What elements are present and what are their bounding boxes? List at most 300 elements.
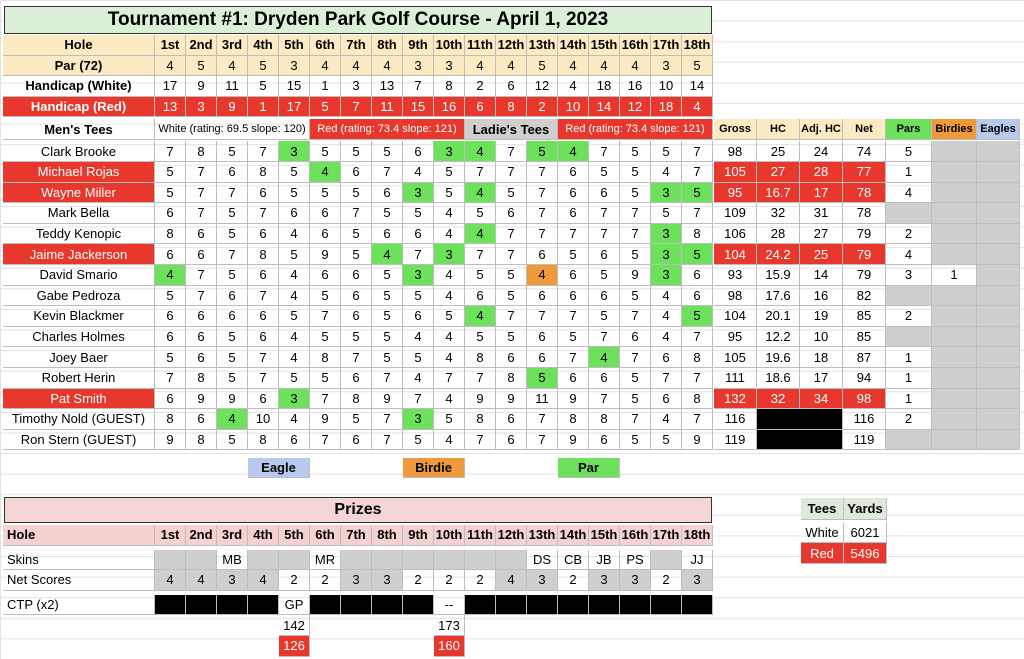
legend-par: Par bbox=[558, 458, 620, 478]
score-cell: 7 bbox=[403, 389, 434, 410]
par-cell: 4 bbox=[496, 56, 527, 77]
score-cell: 5 bbox=[403, 347, 434, 368]
player-name: Wayne Miller bbox=[3, 183, 155, 204]
score-cell: 5 bbox=[651, 203, 682, 224]
score-cell: 4 bbox=[527, 265, 558, 286]
ctp-hole-5: GP bbox=[279, 595, 310, 616]
score-cell: 6 bbox=[527, 347, 558, 368]
handicap: 18.6 bbox=[757, 368, 800, 389]
score-cell: 7 bbox=[310, 430, 341, 451]
gross-score: 119 bbox=[714, 430, 757, 451]
pars-count: 4 bbox=[886, 244, 932, 265]
score-cell: 7 bbox=[682, 141, 713, 162]
birdies-count bbox=[932, 162, 977, 183]
hole-header: 14th bbox=[558, 35, 589, 56]
score-cell: 5 bbox=[155, 162, 186, 183]
prize-hole-header: 15th bbox=[589, 525, 620, 546]
hole-header: 4th bbox=[248, 35, 279, 56]
handicap-white-cell: 11 bbox=[217, 76, 248, 97]
score-cell: 6 bbox=[248, 265, 279, 286]
net-prize-cell: 2 bbox=[403, 570, 434, 591]
score-cell: 5 bbox=[465, 203, 496, 224]
eagles-count bbox=[977, 244, 1020, 265]
score-cell: 9 bbox=[217, 389, 248, 410]
player-name: Joey Baer bbox=[3, 347, 155, 368]
score-cell: 5 bbox=[155, 347, 186, 368]
score-cell: 4 bbox=[589, 347, 620, 368]
score-cell: 6 bbox=[651, 347, 682, 368]
net-score: 79 bbox=[843, 224, 886, 245]
score-cell: 4 bbox=[403, 368, 434, 389]
score-cell: 7 bbox=[496, 162, 527, 183]
handicap-red-cell: 15 bbox=[403, 97, 434, 118]
net-score: 79 bbox=[843, 244, 886, 265]
net-score: 94 bbox=[843, 368, 886, 389]
gross-score: 93 bbox=[714, 265, 757, 286]
player-name: Teddy Kenopic bbox=[3, 224, 155, 245]
score-cell: 8 bbox=[682, 389, 713, 410]
score-cell: 5 bbox=[310, 286, 341, 307]
handicap-red-cell: 14 bbox=[589, 97, 620, 118]
gross-score: 109 bbox=[714, 203, 757, 224]
ctp-yards-white-5: 142 bbox=[279, 615, 310, 636]
adjusted-handicap: 31 bbox=[800, 203, 843, 224]
hole-header: 6th bbox=[310, 35, 341, 56]
ctp-blocked bbox=[155, 595, 186, 616]
gross-score: 95 bbox=[714, 183, 757, 204]
score-cell: 5 bbox=[155, 183, 186, 204]
pars-count bbox=[886, 286, 932, 307]
par-cell: 3 bbox=[434, 56, 465, 77]
skin-cell: JB bbox=[589, 550, 620, 571]
handicap-red-cell: 6 bbox=[465, 97, 496, 118]
skin-cell bbox=[434, 550, 465, 571]
score-cell: 3 bbox=[403, 183, 434, 204]
score-cell: 4 bbox=[434, 389, 465, 410]
score-cell: 7 bbox=[527, 224, 558, 245]
score-cell: 5 bbox=[589, 306, 620, 327]
score-cell: 5 bbox=[279, 162, 310, 183]
score-cell: 6 bbox=[186, 244, 217, 265]
score-cell: 7 bbox=[465, 368, 496, 389]
score-cell: 5 bbox=[651, 430, 682, 451]
score-cell: 5 bbox=[465, 265, 496, 286]
stat-header: Birdies bbox=[932, 119, 977, 140]
gross-score: 95 bbox=[714, 327, 757, 348]
handicap-red-cell: 13 bbox=[155, 97, 186, 118]
net-score: 78 bbox=[843, 203, 886, 224]
par-cell: 4 bbox=[341, 56, 372, 77]
score-cell: 9 bbox=[186, 389, 217, 410]
pars-count: 4 bbox=[886, 183, 932, 204]
net-prize-cell: 3 bbox=[620, 570, 651, 591]
net-score: 78 bbox=[843, 183, 886, 204]
score-cell: 5 bbox=[589, 162, 620, 183]
score-cell: 6 bbox=[186, 347, 217, 368]
par-cell: 5 bbox=[527, 56, 558, 77]
handicap-red-cell: 3 bbox=[186, 97, 217, 118]
score-cell: 6 bbox=[155, 203, 186, 224]
eagles-count bbox=[977, 368, 1020, 389]
gross-score: 116 bbox=[714, 409, 757, 430]
ctp-blocked bbox=[372, 595, 403, 616]
birdies-count: 1 bbox=[932, 265, 977, 286]
score-cell: 7 bbox=[527, 306, 558, 327]
birdies-count bbox=[932, 327, 977, 348]
score-cell: 5 bbox=[279, 306, 310, 327]
player-name: Ron Stern (GUEST) bbox=[3, 430, 155, 451]
score-cell: 6 bbox=[372, 183, 403, 204]
score-cell: 4 bbox=[434, 347, 465, 368]
score-cell: 8 bbox=[155, 224, 186, 245]
hole-header: 1st bbox=[155, 35, 186, 56]
score-cell: 7 bbox=[589, 203, 620, 224]
score-cell: 6 bbox=[186, 306, 217, 327]
net-prize-cell: 2 bbox=[465, 570, 496, 591]
birdies-count bbox=[932, 183, 977, 204]
score-cell: 6 bbox=[496, 347, 527, 368]
score-cell: 7 bbox=[527, 409, 558, 430]
skin-cell: JJ bbox=[682, 550, 713, 571]
player-name: Kevin Blackmer bbox=[3, 306, 155, 327]
ctp-blocked bbox=[682, 595, 713, 616]
handicap-white-cell: 16 bbox=[620, 76, 651, 97]
score-cell: 7 bbox=[341, 347, 372, 368]
score-cell: 6 bbox=[248, 183, 279, 204]
birdies-count bbox=[932, 141, 977, 162]
stat-header: Adj. HC bbox=[800, 119, 843, 140]
birdies-count bbox=[932, 430, 977, 451]
row-label-handicap-red: Handicap (Red) bbox=[3, 97, 155, 118]
net-prize-cell: 3 bbox=[589, 570, 620, 591]
score-cell: 7 bbox=[527, 183, 558, 204]
score-cell: 5 bbox=[434, 162, 465, 183]
score-cell: 6 bbox=[651, 389, 682, 410]
par-cell: 3 bbox=[651, 56, 682, 77]
skin-cell: CB bbox=[558, 550, 589, 571]
tee-red-yards: 5496 bbox=[844, 543, 887, 564]
score-cell: 5 bbox=[682, 306, 713, 327]
prize-hole-header: 6th bbox=[310, 525, 341, 546]
score-cell: 7 bbox=[372, 409, 403, 430]
ctp-blocked bbox=[341, 595, 372, 616]
skin-cell bbox=[465, 550, 496, 571]
score-cell: 6 bbox=[341, 265, 372, 286]
net-score: 74 bbox=[843, 141, 886, 162]
score-cell: 4 bbox=[434, 430, 465, 451]
score-cell: 4 bbox=[217, 409, 248, 430]
score-cell: 3 bbox=[403, 409, 434, 430]
score-cell: 9 bbox=[310, 409, 341, 430]
net-prize-cell: 2 bbox=[651, 570, 682, 591]
ctp-blocked bbox=[465, 595, 496, 616]
score-cell: 3 bbox=[651, 244, 682, 265]
score-cell: 4 bbox=[279, 286, 310, 307]
stat-header: HC bbox=[757, 119, 800, 140]
birdies-count bbox=[932, 389, 977, 410]
handicap-white-cell: 1 bbox=[310, 76, 341, 97]
handicap-white-cell: 5 bbox=[248, 76, 279, 97]
score-cell: 5 bbox=[403, 430, 434, 451]
pars-count: 1 bbox=[886, 347, 932, 368]
adjusted-handicap: 25 bbox=[800, 244, 843, 265]
yards-header: Yards bbox=[844, 498, 887, 520]
score-cell: 8 bbox=[589, 409, 620, 430]
score-cell: 6 bbox=[558, 265, 589, 286]
par-cell: 4 bbox=[217, 56, 248, 77]
pars-count bbox=[886, 327, 932, 348]
ctp-blocked bbox=[527, 595, 558, 616]
player-name: Clark Brooke bbox=[3, 141, 155, 162]
par-cell: 4 bbox=[558, 56, 589, 77]
hole-header: 9th bbox=[403, 35, 434, 56]
score-cell: 7 bbox=[496, 244, 527, 265]
par-cell: 4 bbox=[155, 56, 186, 77]
score-cell: 5 bbox=[465, 327, 496, 348]
score-cell: 6 bbox=[589, 368, 620, 389]
score-cell: 4 bbox=[651, 327, 682, 348]
net-prize-cell: 4 bbox=[248, 570, 279, 591]
score-cell: 6 bbox=[248, 389, 279, 410]
ctp-hole-10: -- bbox=[434, 595, 465, 616]
score-cell: 4 bbox=[279, 347, 310, 368]
adjusted-handicap: 10 bbox=[800, 327, 843, 348]
score-cell: 4 bbox=[651, 286, 682, 307]
handicap-blocked bbox=[757, 430, 843, 451]
par-cell: 5 bbox=[248, 56, 279, 77]
ctp-yards-red-10: 160 bbox=[434, 636, 465, 657]
player-name: Gabe Pedroza bbox=[3, 286, 155, 307]
hole-header: 16th bbox=[620, 35, 651, 56]
score-cell: 9 bbox=[558, 389, 589, 410]
score-cell: 5 bbox=[558, 327, 589, 348]
score-cell: 5 bbox=[527, 141, 558, 162]
score-cell: 8 bbox=[496, 368, 527, 389]
tee-white-yards: 6021 bbox=[844, 522, 887, 543]
handicap: 16.7 bbox=[757, 183, 800, 204]
adjusted-handicap: 24 bbox=[800, 141, 843, 162]
adjusted-handicap: 18 bbox=[800, 347, 843, 368]
score-cell: 7 bbox=[589, 327, 620, 348]
score-cell: 5 bbox=[620, 430, 651, 451]
adjusted-handicap: 17 bbox=[800, 183, 843, 204]
handicap: 12.2 bbox=[757, 327, 800, 348]
score-cell: 6 bbox=[589, 430, 620, 451]
score-cell: 8 bbox=[186, 430, 217, 451]
pars-count bbox=[886, 203, 932, 224]
par-cell: 3 bbox=[403, 56, 434, 77]
player-name: David Smario bbox=[3, 265, 155, 286]
score-cell: 6 bbox=[558, 368, 589, 389]
score-cell: 6 bbox=[558, 286, 589, 307]
skin-cell: PS bbox=[620, 550, 651, 571]
par-cell: 5 bbox=[682, 56, 713, 77]
eagles-count bbox=[977, 327, 1020, 348]
score-cell: 7 bbox=[682, 409, 713, 430]
score-cell: 5 bbox=[372, 203, 403, 224]
score-cell: 5 bbox=[620, 162, 651, 183]
handicap-white-cell: 12 bbox=[527, 76, 558, 97]
handicap: 20.1 bbox=[757, 306, 800, 327]
handicap-red-cell: 11 bbox=[372, 97, 403, 118]
score-cell: 7 bbox=[620, 306, 651, 327]
score-cell: 8 bbox=[248, 162, 279, 183]
score-cell: 7 bbox=[620, 347, 651, 368]
par-cell: 4 bbox=[465, 56, 496, 77]
birdies-count bbox=[932, 347, 977, 368]
score-cell: 5 bbox=[310, 141, 341, 162]
score-cell: 4 bbox=[279, 224, 310, 245]
pars-count: 2 bbox=[886, 224, 932, 245]
score-cell: 7 bbox=[465, 244, 496, 265]
score-cell: 4 bbox=[279, 265, 310, 286]
handicap: 17.6 bbox=[757, 286, 800, 307]
score-cell: 5 bbox=[217, 224, 248, 245]
score-cell: 6 bbox=[589, 244, 620, 265]
pars-count: 3 bbox=[886, 265, 932, 286]
handicap: 25 bbox=[757, 141, 800, 162]
score-cell: 5 bbox=[496, 265, 527, 286]
score-cell: 6 bbox=[496, 430, 527, 451]
score-cell: 5 bbox=[496, 327, 527, 348]
score-cell: 9 bbox=[682, 430, 713, 451]
score-cell: 5 bbox=[310, 183, 341, 204]
score-cell: 6 bbox=[217, 162, 248, 183]
stat-header: Gross bbox=[714, 119, 757, 140]
score-cell: 6 bbox=[403, 306, 434, 327]
birdies-count bbox=[932, 368, 977, 389]
score-cell: 7 bbox=[186, 265, 217, 286]
pars-count: 5 bbox=[886, 141, 932, 162]
score-cell: 6 bbox=[527, 327, 558, 348]
hole-header: 17th bbox=[651, 35, 682, 56]
net-prize-cell: 4 bbox=[155, 570, 186, 591]
handicap-red-cell: 16 bbox=[434, 97, 465, 118]
score-cell: 7 bbox=[186, 203, 217, 224]
score-cell: 5 bbox=[558, 244, 589, 265]
hole-header: 3rd bbox=[217, 35, 248, 56]
score-cell: 4 bbox=[465, 306, 496, 327]
score-cell: 6 bbox=[155, 389, 186, 410]
score-cell: 6 bbox=[589, 286, 620, 307]
player-name: Robert Herin bbox=[3, 368, 155, 389]
score-cell: 8 bbox=[248, 430, 279, 451]
score-cell: 3 bbox=[279, 141, 310, 162]
handicap-red-cell: 2 bbox=[527, 97, 558, 118]
handicap: 15.9 bbox=[757, 265, 800, 286]
score-cell: 6 bbox=[248, 224, 279, 245]
score-cell: 5 bbox=[372, 141, 403, 162]
row-label-hole: Hole bbox=[3, 35, 155, 56]
score-cell: 7 bbox=[620, 409, 651, 430]
birdies-count bbox=[932, 203, 977, 224]
score-cell: 7 bbox=[372, 162, 403, 183]
row-label-par: Par (72) bbox=[3, 56, 155, 77]
score-cell: 7 bbox=[434, 368, 465, 389]
net-prize-cell: 2 bbox=[434, 570, 465, 591]
handicap-red-cell: 9 bbox=[217, 97, 248, 118]
handicap-red-cell: 8 bbox=[496, 97, 527, 118]
skin-cell bbox=[248, 550, 279, 571]
legend-eagle: Eagle bbox=[248, 458, 310, 478]
net-score: 87 bbox=[843, 347, 886, 368]
score-cell: 4 bbox=[403, 162, 434, 183]
score-cell: 5 bbox=[279, 183, 310, 204]
skin-cell: MR bbox=[310, 550, 341, 571]
handicap-red-cell: 17 bbox=[279, 97, 310, 118]
gross-score: 104 bbox=[714, 306, 757, 327]
pars-count: 1 bbox=[886, 389, 932, 410]
handicap-red-cell: 10 bbox=[558, 97, 589, 118]
score-cell: 6 bbox=[403, 224, 434, 245]
gross-score: 132 bbox=[714, 389, 757, 410]
score-cell: 6 bbox=[186, 409, 217, 430]
score-cell: 4 bbox=[434, 203, 465, 224]
ladies-red-tee-info: Red (rating: 73.4 slope: 121) bbox=[558, 119, 713, 140]
score-cell: 5 bbox=[279, 244, 310, 265]
prizes-hole-label: Hole bbox=[3, 525, 155, 546]
score-cell: 7 bbox=[496, 306, 527, 327]
score-cell: 7 bbox=[620, 224, 651, 245]
net-score: 116 bbox=[843, 409, 886, 430]
score-cell: 3 bbox=[651, 183, 682, 204]
prize-hole-header: 18th bbox=[682, 525, 713, 546]
handicap-white-cell: 13 bbox=[372, 76, 403, 97]
adjusted-handicap: 19 bbox=[800, 306, 843, 327]
score-cell: 5 bbox=[496, 286, 527, 307]
score-cell: 6 bbox=[341, 162, 372, 183]
score-cell: 7 bbox=[372, 430, 403, 451]
gross-score: 98 bbox=[714, 286, 757, 307]
score-cell: 5 bbox=[620, 244, 651, 265]
score-cell: 7 bbox=[558, 224, 589, 245]
handicap-white-cell: 14 bbox=[682, 76, 713, 97]
prizes-title: Prizes bbox=[4, 497, 712, 523]
handicap-white-cell: 17 bbox=[155, 76, 186, 97]
score-cell: 4 bbox=[434, 286, 465, 307]
prize-hole-header: 8th bbox=[372, 525, 403, 546]
ctp-blocked bbox=[589, 595, 620, 616]
score-cell: 6 bbox=[682, 265, 713, 286]
score-cell: 4 bbox=[155, 265, 186, 286]
score-cell: 8 bbox=[465, 409, 496, 430]
player-name: Charles Holmes bbox=[3, 327, 155, 348]
hole-header: 7th bbox=[341, 35, 372, 56]
prize-hole-header: 17th bbox=[651, 525, 682, 546]
ctp-yards-white-10: 173 bbox=[434, 615, 465, 636]
eagles-count bbox=[977, 306, 1020, 327]
score-cell: 5 bbox=[217, 203, 248, 224]
handicap-white-cell: 4 bbox=[558, 76, 589, 97]
net-prize-cell: 3 bbox=[527, 570, 558, 591]
player-name: Jaime Jackerson bbox=[3, 244, 155, 265]
skin-cell: DS bbox=[527, 550, 558, 571]
handicap-red-cell: 12 bbox=[620, 97, 651, 118]
net-score: 77 bbox=[843, 162, 886, 183]
score-cell: 5 bbox=[403, 286, 434, 307]
score-cell: 3 bbox=[651, 265, 682, 286]
score-cell: 6 bbox=[341, 286, 372, 307]
score-cell: 6 bbox=[589, 183, 620, 204]
eagles-count bbox=[977, 347, 1020, 368]
birdies-count bbox=[932, 286, 977, 307]
score-cell: 9 bbox=[310, 244, 341, 265]
ctp-blocked bbox=[310, 595, 341, 616]
score-cell: 7 bbox=[651, 368, 682, 389]
score-cell: 7 bbox=[248, 368, 279, 389]
score-cell: 4 bbox=[310, 162, 341, 183]
handicap-blocked bbox=[757, 409, 843, 430]
